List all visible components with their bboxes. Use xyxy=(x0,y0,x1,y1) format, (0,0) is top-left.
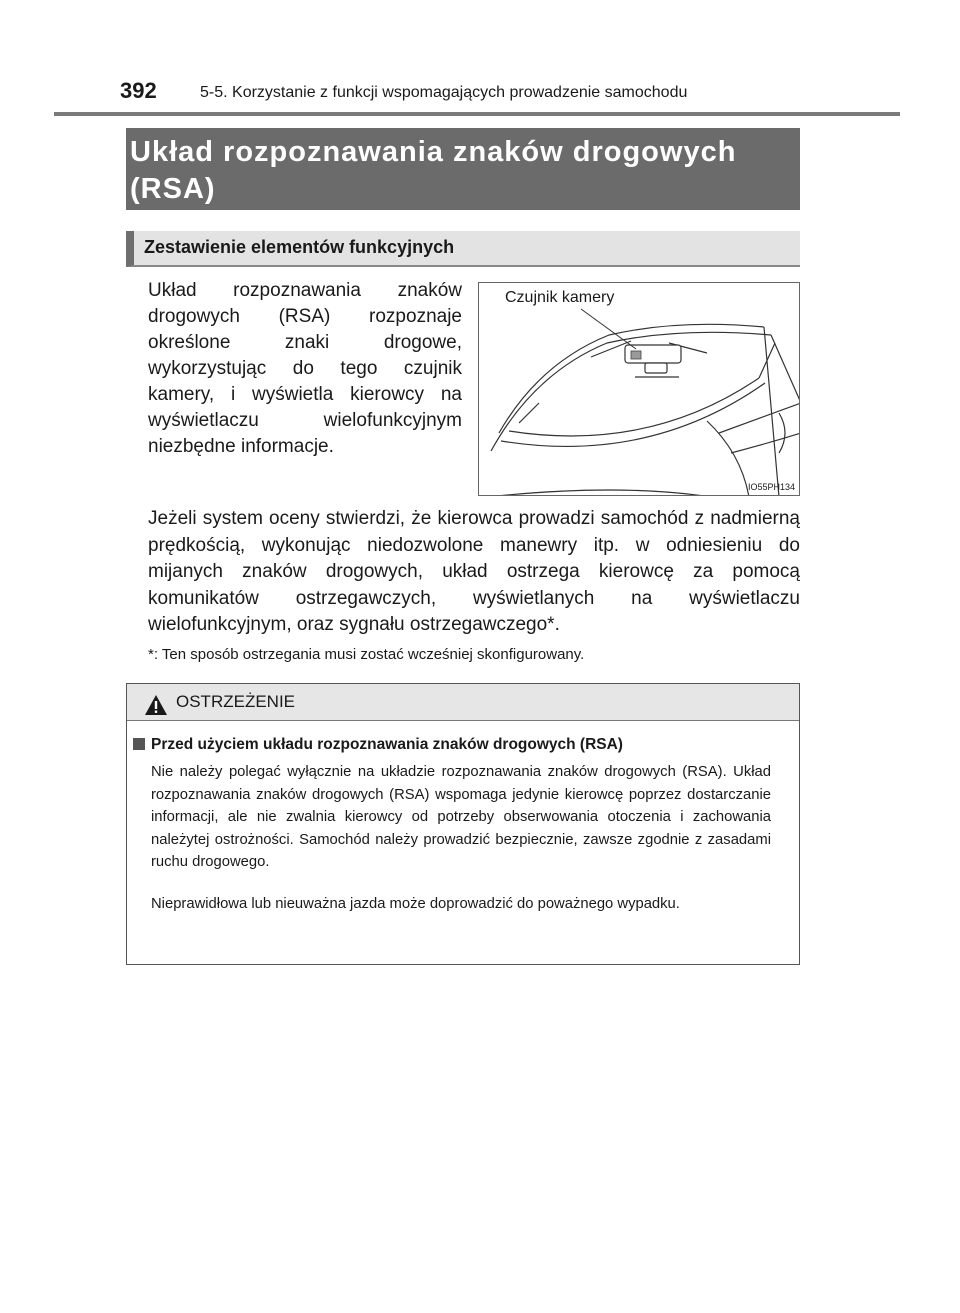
warning-header xyxy=(127,684,799,721)
figure-code: IO55PH134 xyxy=(747,482,795,492)
warning-subheading-text: Przed użyciem układu rozpoznawania znaków drogowych (RSA) xyxy=(151,736,623,753)
footnote: *: Ten sposób ostrzegania musi zostać wcześniej skonfigurowany. xyxy=(148,646,585,663)
page-title-line-2: (RSA) xyxy=(130,173,216,205)
warning-subheading xyxy=(133,736,793,754)
warning-paragraph-2: Nieprawidłowa lub nieuważna jazda może doprowadzić do poważnego wypadku. xyxy=(151,896,680,912)
camera-sensor-figure xyxy=(478,282,800,496)
chapter-title: 5-5. Korzystanie z funkcji wspomagających prowadzenie samochodu xyxy=(200,84,688,101)
intro-paragraph: Układ rozpoznawania znaków drogowych (RSA) rozpoznaje określone znaki drogowe, wykorzystując do tego czujnik kamery, i wyświetla kierowcy na wyświetlaczu wielofunkcyjnym niezbędne informacje. xyxy=(148,280,462,457)
windshield-illustration xyxy=(479,283,800,496)
warning-triangle-icon xyxy=(144,694,168,716)
page-number: 392 xyxy=(120,78,157,103)
page-title xyxy=(126,128,800,210)
warning-label: OSTRZEŻENIE xyxy=(176,692,296,711)
section-heading: Zestawienie elementów funkcyjnych xyxy=(126,231,800,267)
camera-sensor-callout: Czujnik kamery xyxy=(505,289,615,306)
warning-box xyxy=(126,683,800,965)
page-header xyxy=(120,78,780,108)
warning-paragraph-1: Nie należy polegać wyłącznie na układzie rozpoznawania znaków drogowych (RSA). Układ rozpoznawania znaków drogowych (RSA) wspomaga jedynie kierowcę poprzez dostarczanie informacji, ale nie zwalnia kierowcy od potrzeby obserwowania otoczenia i zachowania należytej ostrożności. Samochód należy prowadzić bezpiecznie, zawsze zgodnie z zasadami ruchu drogowego. xyxy=(151,764,771,870)
square-bullet-icon xyxy=(133,738,145,750)
page-title-line-1: Układ rozpoznawania znaków drogowych xyxy=(130,136,737,168)
body-paragraph: Jeżeli system oceny stwierdzi, że kierowca prowadzi samochód z nadmierną prędkością, wykonując niedozwolone manewry itp. w odniesieniu do mijanych znaków drogowych, układ ostrzega kierowcę za pomocą komunikatów ostrzegawczych, wyświetlanych na wyświetlaczu wielofunkcyjnym, oraz sygnału ostrzegawczego*. xyxy=(148,508,800,635)
header-rule xyxy=(54,112,900,116)
